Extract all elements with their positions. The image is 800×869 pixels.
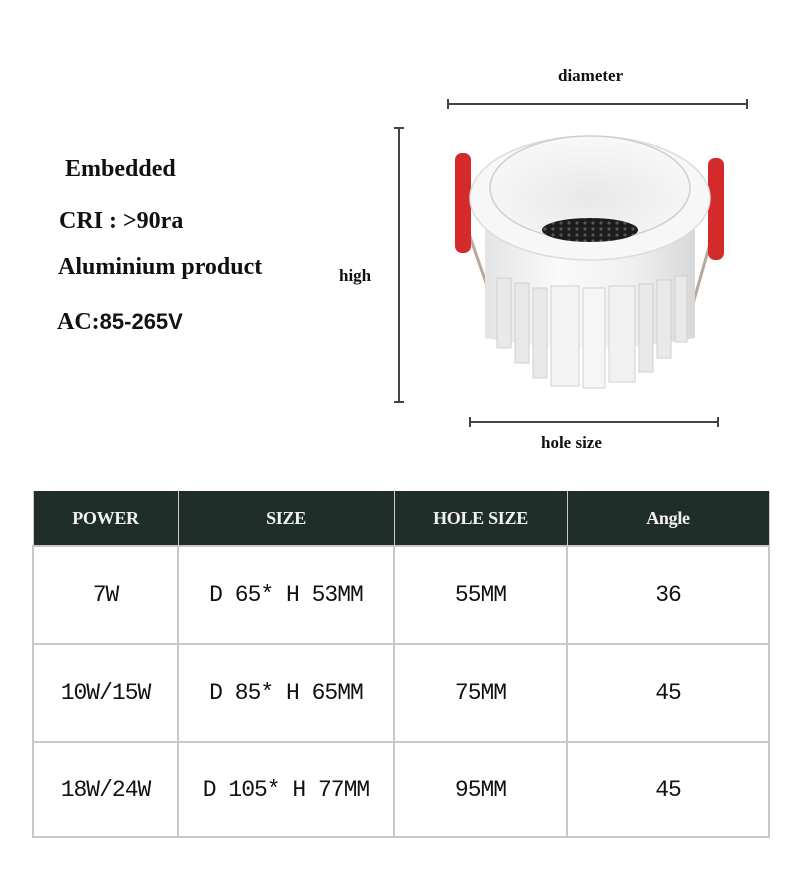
cell-angle: 36 xyxy=(567,546,769,644)
cell-size: D 65* H 53MM xyxy=(178,546,394,644)
cell-size: D 85* H 65MM xyxy=(178,644,394,742)
table-header-row xyxy=(33,491,769,546)
diameter-dimension-line xyxy=(447,103,748,105)
cell-power: 7W xyxy=(33,546,178,644)
cell-hole-size: 55MM xyxy=(394,546,567,644)
header-size: SIZE xyxy=(178,491,394,546)
diameter-label: diameter xyxy=(558,66,624,85)
spec-voltage xyxy=(57,309,183,336)
height-dimension-line xyxy=(398,127,400,403)
table-row xyxy=(33,644,769,742)
cell-hole-size: 95MM xyxy=(394,742,567,837)
header-power: POWER xyxy=(33,491,178,546)
hole-size-label: hole size xyxy=(541,433,602,452)
spec-material: Aluminium product xyxy=(58,254,263,280)
spec-voltage-value: 85-265V xyxy=(99,309,183,334)
cell-power: 10W/15W xyxy=(33,644,178,742)
hole-size-dimension-line xyxy=(469,421,719,423)
spec-table xyxy=(32,491,770,838)
cell-angle: 45 xyxy=(567,644,769,742)
spec-cri: CRI : >90ra xyxy=(59,208,184,234)
cell-angle: 45 xyxy=(567,742,769,837)
spec-voltage-prefix: AC: xyxy=(57,309,100,335)
cell-size: D 105* H 77MM xyxy=(178,742,394,837)
honeycomb-insert xyxy=(542,218,638,242)
table-row xyxy=(33,546,769,644)
cell-hole-size: 75MM xyxy=(394,644,567,742)
header-angle: Angle xyxy=(567,491,769,546)
high-label: high xyxy=(339,266,372,285)
spec-embedded: Embedded xyxy=(65,156,176,182)
header-hole-size: HOLE SIZE xyxy=(394,491,567,546)
table-row xyxy=(33,742,769,837)
downlight-product-image xyxy=(445,118,735,398)
cell-power: 18W/24W xyxy=(33,742,178,837)
